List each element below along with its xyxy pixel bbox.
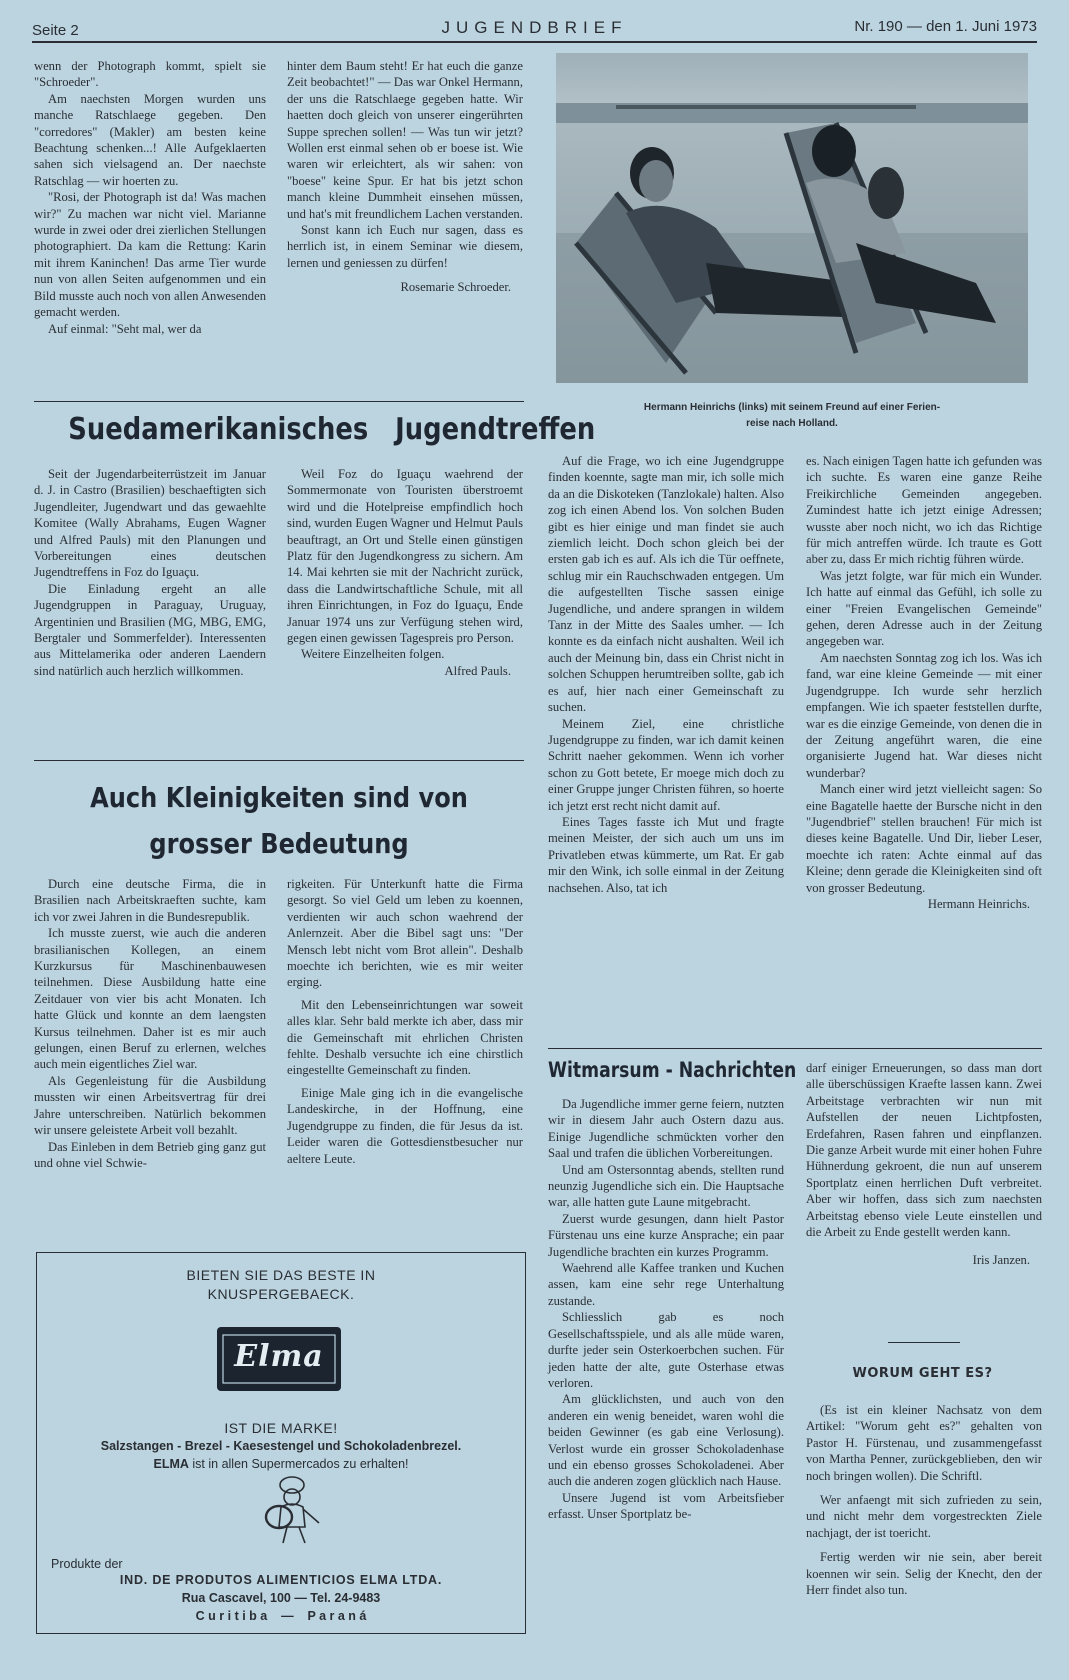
paragraph: Auf einmal: "Seht mal, wer da: [48, 321, 202, 336]
headline-worum: WORUM GEHT ES?: [852, 1366, 993, 1381]
paragraph: es. Nach einigen Tagen hatte ich gefunden was ich suchte. Es waren eine ganze Reihe Freikirchliche Gemeinden angegeben. Zumindest hatte ich jetzt einige Adressen; wusste aber noch nicht, wo ich das Richtige für mich antreffen würde. Ich traute es Gott aber zu, dass Er mich richtig führen würde.: [806, 454, 1042, 567]
paragraph: Einige Male ging ich in die evangelische Landeskirche, in der Hoffnung, eine Jugendgruppe zu finden, die für Jesus da ist. Leider waren die Gottesdienstbesucher nur aeltere Leute.: [287, 1085, 523, 1166]
headline-witmarsum: Witmarsum - Nachrichten: [548, 1058, 797, 1082]
paragraph: Waehrend alle Kaffee tranken und Kuchen assen, kam eine sehr rege Unterhaltung zustande.: [548, 1261, 784, 1308]
paragraph: Als Gegenleistung für die Ausbildung mussten wir einen Arbeitsvertrag für drei Jahre unterschreiben. Natürlich bekommen wir unsere geleistete Arbeit voll bezahlt.: [34, 1073, 266, 1138]
paragraph: Ich musste zuerst, wie auch die anderen brasilianischen Kollegen, an einem Kurzkursus für Maschinenbauwesen teilnehmen. Diese Ausbildung hatte eine Zeitdauer von vier bis acht Monaten. Ich hatte Glück und konnte an dem laengsten Kursus teilnehmen. Daher ist es mir auch gelungen, einen Beruf zu erlernen, welches auch mein eigentliches Ziel war.: [34, 926, 266, 1072]
paragraph: Weil Foz do Iguaçu waehrend der Sommermonate von Touristen überstroemt wird und die Hotelpreise empfindlich hoch sind, wurden Eugen Wagner und Helmut Pauls beauftragt, an Ort und Stelle einen günstigen Platz für den Jugendkongress zu sichern. Am 14. Mai kehrten sie mit der Nachricht zurück, dass die Landwirtschaftliche Schule, mit all ihren Einrichtungen, in Foz do Iguaçu, Ende Januar 1974 uns zur Verfügung stehen wird, gegen einen gewissen Tagespreis pro Person.: [287, 467, 523, 646]
paragraph: Seit der Jugendarbeiterrüstzeit im Januar d. J. in Castro (Brasilien) beschaeftigten sich Jugendleiter, Jugendwart und das gewaehlte Komitee (Wally Abrahams, Eugen Wagner und Alfred Pauls) mit den Planungen und Vorbereitungen eines deutschen Jugendtreffens in Foz do Iguaçu.: [34, 467, 266, 580]
paragraph: Manch einer wird jetzt vielleicht sagen: So eine Bagatelle haette der Bursche nicht in den "Jugendbrief" stellen brauchen! Für mich ist dieses keine Bagatelle. Und Dir, lieber Leser, moechte ich raten: Achte einmal auf das Kleine; denn gerade die Kleinigkeiten sind oft von grosser Bedeutung.: [806, 782, 1042, 895]
header-rule: [32, 41, 1037, 43]
author-signature: Rosemarie Schroeder.: [400, 280, 511, 295]
wit-column-1: [548, 1096, 784, 1523]
klein-column-1: [34, 876, 266, 1171]
page-number: Seite 2: [32, 22, 79, 39]
author-signature: Iris Janzen.: [972, 1253, 1030, 1268]
issue-date: Nr. 190 — den 1. Juni 1973: [854, 18, 1037, 35]
paragraph: darf einiger Erneuerungen, so dass man dort alle überschüssigen Kraefte lassen kann. Zwei Arbeitstage verbrachten wir nun mit Aufstellen der neuen Lichtpfosten, Erdefahren, Rasen fahren und einpflanzen. Die ganze Arbeit wurde mit einer hohen Fuhre Hühnerdung gekroent, die nun auf unserem Sportplatz einen herrlichen Duft verbreitet. Aber wir hoffen, dass sich zum naechsten Arbeitstag ebenso viele Leute einstellen und die Arbeit zu Ende gestellt werden kann.: [806, 1061, 1042, 1240]
paragraph: Sonst kann ich Euch nur sagen, dass es herrlich ist, in einem Seminar wie diesem, lernen und geniessen zu dürfen!: [287, 223, 523, 270]
sued-column-2: [287, 466, 523, 679]
chef-mascot-drawing: [257, 1475, 327, 1547]
ad-address: Rua Cascavel, 100 — Tel. 24-9483: [181, 1591, 381, 1605]
elma-logo-text: Elma: [234, 1339, 324, 1374]
paragraph: Durch eine deutsche Firma, die in Brasilien nach Arbeitskraeften suchte, kam ich vor zwei Jahren in die Bundesrepublik.: [34, 877, 266, 924]
section-rule: [34, 401, 524, 402]
author-signature: Hermann Heinrichs.: [927, 896, 1030, 911]
klein-column-4: [806, 453, 1042, 912]
headline-kleinigkeiten-2: grosser Bedeutung: [149, 827, 409, 860]
paragraph: Wer anfaengt mit sich zufrieden zu sein, und nicht mehr dem vorgestreckten Ziele nachjagt, der ist toericht.: [806, 1493, 1042, 1540]
author-signature: Alfred Pauls.: [444, 663, 511, 678]
paragraph: Fertig werden wir nie sein, aber bereit koennen wir sein. Selig der Knecht, den der Herr findet also tun.: [806, 1550, 1042, 1598]
paragraph: Unsere Jugend ist vom Arbeitsfieber erfasst. Unser Sportplatz be-: [548, 1490, 784, 1522]
ad-producer-label: Produkte der: [51, 1557, 123, 1571]
intro-column-2: [287, 58, 523, 296]
paragraph: Da Jugendliche immer gerne feiern, nutzten wir in diesem Jahr auch Ostern dazu aus. Einige Jugendliche schmückten vorher den Saal und trafen die üblichen Vorbereitungen.: [548, 1097, 784, 1161]
klein-column-3: [548, 453, 784, 896]
chef-mascot-icon: [257, 1475, 327, 1547]
paragraph: Was jetzt folgte, war für mich ein Wunder. Ich hatte auf einmal das Gefühl, ich solle zu einer "Freien Evangelischen Gemeinde" gehen, deren Adresse auch in der Zeitung angegeben war.: [806, 568, 1042, 649]
worum-column: [806, 1402, 1042, 1598]
elma-advertisement: [36, 1252, 526, 1634]
paragraph: hinter dem Baum steht! Er hat euch die ganze Zeit beobachtet!" — Das war Onkel Hermann, der uns die Ratschlaege gegeben hatte. Wir haetten doch gleich von unserer eingerührten Suppe sprechen sollen! — Was tun wir jetzt? Wollen erst einmal sehen ob er boese ist. Wie waren wir erleichtert, als wir sahen: von "boese" keine Spur. Er hat bis jetzt schon manch kleine Dummheit einsehen müssen, und hat's mit freundlichem Lachen verstanden.: [287, 59, 523, 221]
ad-brand: ELMA: [153, 1457, 189, 1471]
elma-logo: [217, 1327, 341, 1391]
paragraph: Auf die Frage, wo ich eine Jugendgruppe finden koennte, sagte man mir, ich solle mich da an die Diskoteken (Tanzlokale) halten. Also zog ich einen Abend los. Von solchen Buden gibt es hier einige und man findet sie auch ziemlich leicht. Doch schon gleich bei der ersten gab ich es auf. Als ich die Tür oeffnete, schlug mir ein Rauchschwaden entgegen. Um die aufgestellten Tische sassen einige Jugendliche, und andere sprangen in wildem Tanz in der Mitte des Saales umher. — Ich konnte es da einfach nicht aushalten. Weil ich auch der Meinung bin, dass ein Christ nicht in solchen Schuppen herumtreiben sollte, gab ich es auf, hier nach einer Gemeinschaft zu suchen.: [548, 454, 784, 715]
paragraph: Schliesslich gab es noch Gesellschaftsspiele, und als alle müde waren, durfte jeder sein Osterkoerbchen suchen. Für jeden hatte der alte, gute Osterhase etwas verloren.: [548, 1310, 784, 1390]
ad-line: KNUSPERGEBAECK.: [207, 1286, 355, 1302]
ad-line: BIETEN SIE DAS BESTE IN: [186, 1267, 376, 1283]
headline-kleinigkeiten-1: Auch Kleinigkeiten sind von: [90, 781, 468, 814]
ad-line: IST DIE MARKE!: [224, 1420, 338, 1436]
paragraph: Weitere Einzelheiten folgen.: [301, 647, 445, 662]
beach-photo: [556, 53, 1028, 383]
paragraph: Das Einleben in dem Betrieb ging ganz gut und ohne viel Schwie-: [34, 1139, 266, 1170]
wit-column-2: [806, 1060, 1042, 1269]
beach-photo-image: [556, 53, 1028, 383]
ad-availability-text: ist in allen Supermercados zu erhalten!: [192, 1457, 409, 1471]
sued-column-1: [34, 466, 266, 679]
paragraph: (Es ist ein kleiner Nachsatz von dem Artikel: "Worum geht es?" gehalten von Pastor H. Fürstenau, und zusammengefasst von Martha Penner, zurückgeblieben, den wir noch bringen wollen). Die Schriftl.: [806, 1403, 1042, 1483]
short-rule: [888, 1342, 960, 1343]
caption-line: Hermann Heinrichs (links) mit seinem Freund auf einer Ferien-: [643, 402, 941, 413]
paragraph: Am glücklichsten, und auch von den anderen ein wenig beneidet, waren wohl die beiden Gewinner (es gab eine Verlosung). Verlost wurde ein grosser Schokoladenhase und ein ebenso grosses Schokoladenei. Aber auch die anderen zogen glücklich nach Hause.: [548, 1392, 784, 1489]
caption-line: reise nach Holland.: [746, 418, 838, 429]
intro-column-1: [34, 58, 266, 337]
headline-suedamerika: Suedamerikanisches Jugendtreffen: [68, 412, 596, 447]
paragraph: Am naechsten Morgen wurden uns manche Ratschlaege gegeben. Den "corredores" (Makler) am besten keine Beachtung schenken...! Alle Aufgeklaerten sahen sich vielsagend an. Der naechste Ratschlag — wir hoerten zu.: [34, 91, 266, 188]
section-rule: [34, 760, 524, 761]
paragraph: Am naechsten Sonntag zog ich los. Was ich fand, war eine kleine Gemeinde — mit einer Jugendgruppe. Ich wurde sehr herzlich empfangen. Wie ich spaeter feststellen durfte, war es die einzige Gemeinde, von denen die in der Zeitung angeführt waren, die eine organisierte Jugend hat. War dieses nicht wunderbar?: [806, 650, 1042, 780]
paragraph: Mit den Lebenseinrichtungen war soweit alles klar. Sehr bald merkte ich aber, dass mir die Gemeinschaft mit ehrlichen Christen fehlte. Deshalb versuchte ich eine chirstlich eingestellte Gemeinschaft zu finden.: [287, 997, 523, 1078]
paragraph: Zuerst wurde gesungen, dann hielt Pastor Fürstenau uns eine kurze Ansprache; ein paar Jugendliche brachten ein kurzes Programm.: [548, 1211, 784, 1259]
paragraph: Eines Tages fasste ich Mut und fragte meinen Meister, der sich auch um uns im Privatleben etwas kümmerte, um Rat. Er gab mir den Wink, ich solle einmal in der Zeitung nachsehen. Also, tat ich: [548, 814, 784, 895]
paragraph: Meinem Ziel, eine christliche Jugendgruppe zu finden, war ich damit keinen Schritt naeher gekommen. Wenn ich vorher schon zu Gott betete, Er moege mich doch zu einer Gruppe junger Christen führen, so hoerte ich jetzt erst recht nicht damit auf.: [548, 716, 784, 813]
paragraph: Die Einladung ergeht an alle Jugendgruppen in Paraguay, Uruguay, Argentinien und Brasilien (MG, MBG, EMG, Bergtaler und Sommerfelder). Interessenten aus Mittelamerika oder anderen Laendern sind natürlich auch herzlich willkommen.: [34, 581, 266, 678]
section-rule: [548, 1048, 1042, 1049]
ad-city: C u r i t i b a — P a r a n á: [195, 1609, 367, 1623]
photo-caption: [556, 400, 1028, 432]
ad-product-list: Salzstangen - Brezel - Kaesestengel und Schokoladenbrezel.: [100, 1439, 462, 1453]
paragraph: rigkeiten. Für Unterkunft hatte die Firma gesorgt. So viel Geld um leben zu koennen, verdienten wir auch schon waehrend der Anlernzeit. Aber die Bibel sagt uns: "Der Mensch lebt nicht vom Brot allein". Deshalb moechte ich berichten, wie es mir weiter erging.: [287, 877, 523, 990]
ad-availability: [37, 1457, 525, 1471]
newspaper-title: JUGENDBRIEF: [441, 18, 628, 37]
paragraph: "Rosi, der Photograph ist da! Was machen wir?" Zu machen war nicht viel. Marianne wurde in zwei oder drei zierlichen Stellungen photographiert. Da kam die Rettung: Karin mit ihrem Kaninchen! Das arme Tier wurde nun von allen Seiten aufgenommen und ein Bild musste auch noch von allen Anwesenden gemacht werden.: [34, 190, 266, 320]
paragraph: Und am Ostersonntag abends, stellten rund neunzig Jugendliche sich ein. Die Hauptsache war, alle hatten gute Laune mitgebracht.: [548, 1162, 784, 1210]
klein-column-2: [287, 876, 523, 1167]
page-header: [32, 18, 1037, 40]
ad-company: IND. DE PRODUTOS ALIMENTICIOS ELMA LTDA.: [119, 1573, 443, 1587]
paragraph: wenn der Photograph kommt, spielt sie "Schroeder".: [34, 59, 266, 90]
